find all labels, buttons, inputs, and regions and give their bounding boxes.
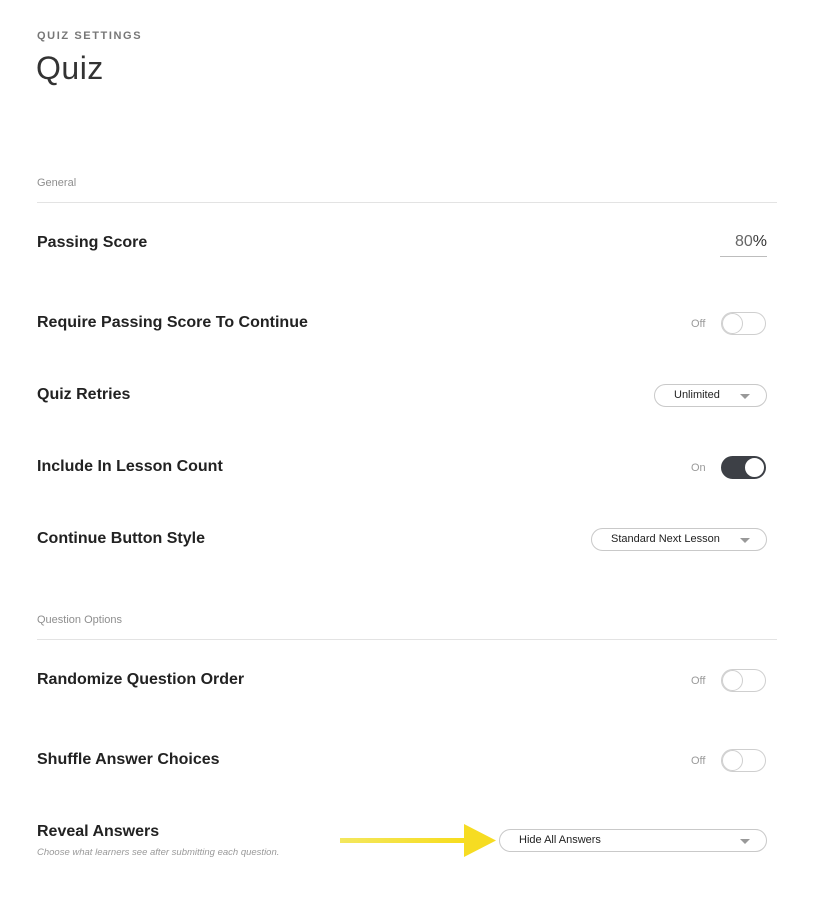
- chevron-down-icon: [740, 394, 750, 399]
- section-label-question-options: Question Options: [37, 614, 122, 626]
- require-passing-toggle[interactable]: [721, 312, 766, 335]
- reveal-answers-label: Reveal Answers: [37, 823, 160, 840]
- quiz-retries-select[interactable]: [654, 384, 767, 407]
- page-title: Quiz: [36, 50, 104, 86]
- passing-score-value[interactable]: 80: [734, 233, 753, 250]
- continue-button-style-label: Continue Button Style: [37, 530, 205, 547]
- include-lesson-count-state: On: [691, 462, 706, 474]
- continue-button-style-select[interactable]: [591, 528, 767, 551]
- shuffle-answers-toggle[interactable]: [721, 749, 766, 772]
- page-eyebrow: QUIZ SETTINGS: [37, 30, 143, 42]
- include-lesson-count-toggle[interactable]: [721, 456, 766, 479]
- section-divider: [37, 639, 777, 640]
- section-divider: [37, 202, 777, 203]
- percent-unit: %: [752, 233, 767, 250]
- toggle-knob: [744, 457, 765, 478]
- passing-score-label: Passing Score: [37, 234, 148, 251]
- require-passing-label: Require Passing Score To Continue: [37, 314, 308, 331]
- reveal-answers-value: Hide All Answers: [519, 834, 601, 846]
- toggle-knob: [722, 750, 743, 771]
- toggle-knob: [722, 313, 743, 334]
- continue-button-style-value: Standard Next Lesson: [611, 533, 720, 545]
- shuffle-answers-state: Off: [691, 755, 706, 767]
- reveal-answers-select[interactable]: [499, 829, 767, 852]
- section-label-general: General: [37, 177, 77, 189]
- chevron-down-icon: [740, 839, 750, 844]
- reveal-answers-description: Choose what learners see after submitting each question.: [37, 847, 280, 858]
- randomize-order-toggle[interactable]: [721, 669, 766, 692]
- arrow-right-icon: [338, 820, 498, 860]
- chevron-down-icon: [740, 538, 750, 543]
- randomize-order-state: Off: [691, 675, 706, 687]
- randomize-order-label: Randomize Question Order: [37, 671, 245, 688]
- quiz-retries-label: Quiz Retries: [37, 386, 131, 403]
- toggle-knob: [722, 670, 743, 691]
- require-passing-state: Off: [691, 318, 706, 330]
- include-lesson-count-label: Include In Lesson Count: [37, 458, 223, 475]
- quiz-retries-value: Unlimited: [674, 389, 720, 401]
- shuffle-answers-label: Shuffle Answer Choices: [37, 751, 220, 768]
- passing-score-input[interactable]: [720, 233, 767, 257]
